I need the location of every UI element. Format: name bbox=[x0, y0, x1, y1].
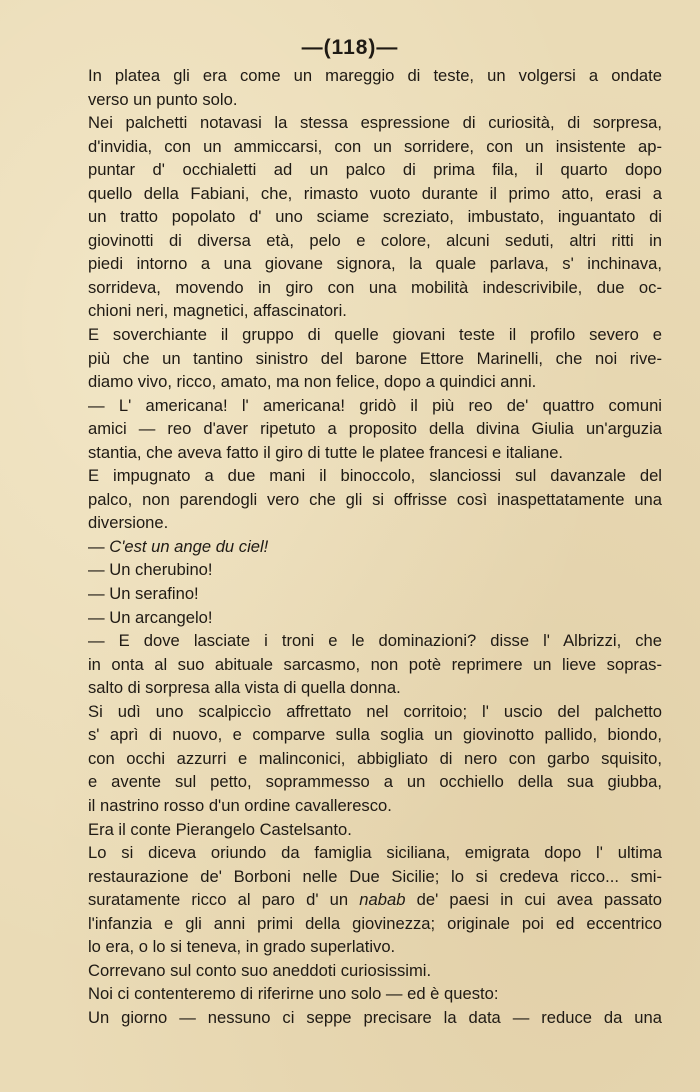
text-line: Nei palchetti notavasi la stessa espressione di curiosità, di sorpresa, bbox=[88, 113, 662, 133]
text-line: piedi intorno a una giovane signora, la quale parlava, s' inchinava, bbox=[88, 254, 662, 274]
text-line: l'infanzia e gli anni primi della giovinezza; originale poi ed eccentrico bbox=[88, 913, 662, 933]
text-line: in onta al suo abituale sarcasmo, non potè reprimere un lieve sopras- bbox=[88, 654, 662, 674]
text-line: suratamente ricco al paro d' un nabab de' paesi in cui avea passato bbox=[88, 890, 662, 910]
text-line: diamo vivo, ricco, amato, ma non felice, dopo a quindici anni. bbox=[88, 372, 537, 392]
text-line: Era il conte Pierangelo Castelsanto. bbox=[88, 819, 352, 839]
text-line: Un giorno — nessuno ci seppe precisare la data — reduce da una bbox=[88, 1007, 662, 1027]
text-line: — C'est un ange du ciel! bbox=[88, 536, 269, 556]
text-line: — L' americana! l' americana! gridò il più reo de' quattro comuni bbox=[88, 395, 662, 415]
body-text bbox=[88, 64, 662, 1029]
text-line: — Un arcangelo! bbox=[88, 607, 213, 627]
text-line: puntar d' occhialetti ad un palco di prima fila, il quarto dopo bbox=[88, 160, 662, 180]
text-line: quello della Fabiani, che, rimasto vuoto durante il primo atto, erasi a bbox=[88, 183, 662, 203]
text-line: s' aprì di nuovo, e comparve sulla soglia un giovinotto pallido, biondo, bbox=[88, 725, 662, 745]
text-line: In platea gli era come un mareggio di teste, un volgersi a ondate bbox=[88, 66, 662, 85]
text-line: il nastrino rosso d'un ordine cavalleresco. bbox=[88, 795, 392, 815]
text-line: chioni neri, magnetici, affascinatori. bbox=[88, 301, 347, 321]
text-line: sorrideva, movendo in giro con una mobilità indescrivibile, due oc- bbox=[88, 277, 662, 297]
text-line: salto di sorpresa alla vista di quella donna. bbox=[88, 678, 401, 698]
text-line: d'invidia, con un ammiccarsi, con un sorridere, con un insistente ap- bbox=[88, 136, 662, 156]
text-line: lo era, o lo si teneva, in grado superlativo. bbox=[88, 937, 396, 957]
italic-text: C'est un ange du ciel! bbox=[109, 536, 269, 556]
italic-text: nabab bbox=[359, 890, 406, 910]
text-line: Si udì uno scalpiccìo affrettato nel corritoio; l' uscio del palchetto bbox=[88, 701, 662, 721]
text-line: con occhi azzurri e malinconici, abbigliato di nero con garbo squisito, bbox=[88, 748, 662, 768]
text-line: diversione. bbox=[88, 513, 169, 533]
text-line: più che un tantino sinistro del barone Ettore Marinelli, che noi rive- bbox=[88, 348, 662, 368]
text-line: e avente sul petto, soprammesso a un occhiello della sua giubba, bbox=[88, 772, 662, 792]
text-line: — Un cherubino! bbox=[88, 560, 213, 580]
text-line: palco, non parendogli vero che gli si offrisse così inaspettatamente una bbox=[88, 489, 662, 509]
text-line: Noi ci contenteremo di riferirne uno solo — ed è questo: bbox=[88, 984, 499, 1004]
text-line: giovinotti di diversa età, pelo e colore, alcuni seduti, altri ritti in bbox=[88, 230, 662, 250]
text-line: — Un serafino! bbox=[88, 584, 199, 604]
page-number: —(118)— bbox=[301, 36, 399, 59]
text-line: Correvano sul conto suo aneddoti curiosissimi. bbox=[88, 960, 432, 980]
text-line: verso un punto solo. bbox=[88, 89, 238, 109]
text-line: amici — reo d'aver ripetuto a proposito della divina Giulia un'arguzia bbox=[88, 419, 662, 439]
text-line: — E dove lasciate i troni e le dominazioni? disse l' Albrizzi, che bbox=[88, 631, 662, 651]
text-line: stantia, che aveva fatto il giro di tutte le platee francesi e italiane. bbox=[88, 442, 564, 462]
text-line: restaurazione de' Borboni nelle Due Sicilie; lo si credeva ricco... smi- bbox=[88, 866, 662, 886]
text-line: un tratto popolato d' uno sciame screziato, imbustato, inguantato di bbox=[88, 207, 662, 227]
text-line: Lo si diceva oriundo da famiglia siciliana, emigrata dopo l' ultima bbox=[88, 843, 662, 863]
text-line: E soverchiante il gruppo di quelle giovani teste il profilo severo e bbox=[88, 325, 662, 345]
text-line: E impugnato a due mani il binoccolo, slanciossi sul davanzale del bbox=[88, 466, 662, 486]
